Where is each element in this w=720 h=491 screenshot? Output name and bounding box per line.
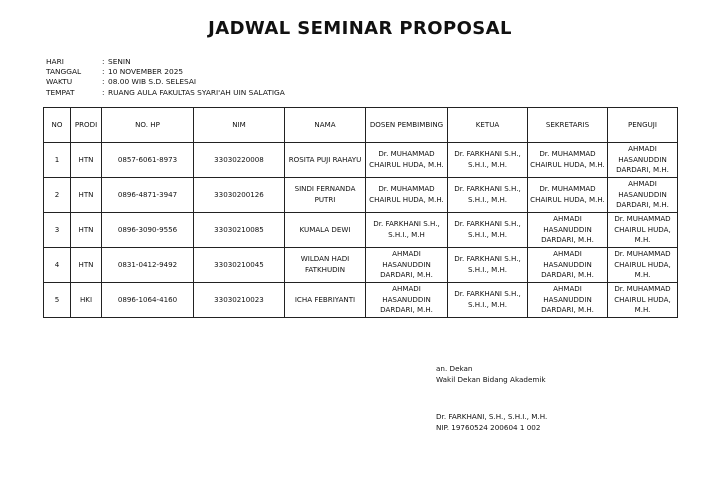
col-header-no: NO bbox=[44, 108, 71, 143]
cell-penguji: Dr. MUHAMMAD CHAIRUL HUDA, M.H. bbox=[608, 213, 678, 248]
cell-no: 4 bbox=[44, 248, 71, 283]
table-row bbox=[44, 143, 678, 178]
signature-block bbox=[436, 364, 546, 385]
info-value: SENIN bbox=[108, 57, 131, 66]
info-colon: : bbox=[102, 87, 105, 97]
cell-prodi: HTN bbox=[71, 143, 102, 178]
cell-nim: 33030210023 bbox=[194, 283, 285, 318]
cell-ketua: Dr. FARKHANI S.H., S.H.I., M.H. bbox=[448, 283, 528, 318]
cell-ketua: Dr. FARKHANI S.H., S.H.I., M.H. bbox=[448, 213, 528, 248]
cell-penguji: Dr. MUHAMMAD CHAIRUL HUDA, M.H. bbox=[608, 248, 678, 283]
cell-nama: KUMALA DEWI bbox=[285, 213, 366, 248]
cell-sekretaris: AHMADI HASANUDDIN DARDARI, M.H. bbox=[528, 248, 608, 283]
cell-sekretaris: AHMADI HASANUDDIN DARDARI, M.H. bbox=[528, 283, 608, 318]
cell-sekretaris: Dr. MUHAMMAD CHAIRUL HUDA, M.H. bbox=[528, 178, 608, 213]
info-row-tanggal bbox=[46, 67, 285, 77]
cell-penguji: Dr. MUHAMMAD CHAIRUL HUDA, M.H. bbox=[608, 283, 678, 318]
cell-sekretaris: AHMADI HASANUDDIN DARDARI, M.H. bbox=[528, 213, 608, 248]
col-header-nim: NIM bbox=[194, 108, 285, 143]
signature-nip: NIP. 19760524 200604 1 002 bbox=[436, 422, 541, 432]
table-row bbox=[44, 178, 678, 213]
info-label: TANGGAL bbox=[46, 67, 82, 77]
cell-nama: ROSITA PUJI RAHAYU bbox=[285, 143, 366, 178]
signature-identity bbox=[436, 412, 547, 433]
info-value: 08.00 WIB S.D. SELESAI bbox=[108, 77, 197, 87]
cell-ketua: Dr. FARKHANI S.H., S.H.I., M.H. bbox=[448, 178, 528, 213]
info-row-hari bbox=[46, 57, 285, 67]
cell-nim: 33030210045 bbox=[194, 248, 285, 283]
cell-penguji: AHMADI HASANUDDIN DARDARI, M.H. bbox=[608, 178, 678, 213]
cell-nama: SINDI FERNANDA PUTRI bbox=[285, 178, 366, 213]
cell-no: 5 bbox=[44, 283, 71, 318]
signature-on-behalf: an. Dekan bbox=[436, 364, 473, 373]
cell-sekretaris: Dr. MUHAMMAD CHAIRUL HUDA, M.H. bbox=[528, 143, 608, 178]
table-row bbox=[44, 213, 678, 248]
cell-phone: 0857-6061-8973 bbox=[102, 143, 194, 178]
cell-penguji: AHMADI HASANUDDIN DARDARI, M.H. bbox=[608, 143, 678, 178]
table-header-row bbox=[44, 108, 678, 143]
cell-no: 2 bbox=[44, 178, 71, 213]
cell-nim: 33030220008 bbox=[194, 143, 285, 178]
cell-no: 1 bbox=[44, 143, 71, 178]
col-header-penguji: PENGUJI bbox=[608, 108, 678, 143]
info-row-tempat bbox=[46, 88, 285, 98]
cell-pembimbing: Dr. FARKHANI S.H., S.H.I., M.H bbox=[366, 213, 448, 248]
cell-pembimbing: Dr. MUHAMMAD CHAIRUL HUDA, M.H. bbox=[366, 143, 448, 178]
table-row bbox=[44, 283, 678, 318]
col-header-prodi: PRODI bbox=[71, 108, 102, 143]
cell-nama: WILDAN HADI FATKHUDIN bbox=[285, 248, 366, 283]
schedule-table bbox=[43, 107, 678, 318]
info-colon: : bbox=[102, 57, 105, 66]
cell-nim: 33030210085 bbox=[194, 213, 285, 248]
cell-pembimbing: AHMADI HASANUDDIN DARDARI, M.H. bbox=[366, 248, 448, 283]
schedule-info bbox=[46, 57, 285, 98]
col-header-phone: NO. HP bbox=[102, 108, 194, 143]
cell-prodi: HTN bbox=[71, 248, 102, 283]
info-label: WAKTU bbox=[46, 77, 73, 87]
cell-phone: 0831-0412-9492 bbox=[102, 248, 194, 283]
info-label: HARI bbox=[46, 57, 64, 66]
info-value: RUANG AULA FAKULTAS SYARI'AH UIN SALATIGA bbox=[108, 87, 285, 97]
table-row bbox=[44, 248, 678, 283]
cell-phone: 0896-4871-3947 bbox=[102, 178, 194, 213]
signature-name: Dr. FARKHANI, S.H., S.H.I., M.H. bbox=[436, 412, 548, 421]
info-value: 10 NOVEMBER 2025 bbox=[108, 67, 184, 77]
cell-pembimbing: Dr. MUHAMMAD CHAIRUL HUDA, M.H. bbox=[366, 178, 448, 213]
col-header-sekretaris: SEKRETARIS bbox=[528, 108, 608, 143]
info-colon: : bbox=[102, 77, 105, 87]
signature-position: Wakil Dekan Bidang Akademik bbox=[436, 374, 546, 384]
cell-ketua: Dr. FARKHANI S.H., S.H.I., M.H. bbox=[448, 248, 528, 283]
page-title: JADWAL SEMINAR PROPOSAL bbox=[208, 18, 512, 39]
info-colon: : bbox=[102, 67, 105, 77]
cell-phone: 0896-3090-9556 bbox=[102, 213, 194, 248]
cell-prodi: HKI bbox=[71, 283, 102, 318]
cell-phone: 0896-1064-4160 bbox=[102, 283, 194, 318]
col-header-pembimbing: DOSEN PEMBIMBING bbox=[366, 108, 448, 143]
col-header-ketua: KETUA bbox=[448, 108, 528, 143]
cell-prodi: HTN bbox=[71, 178, 102, 213]
col-header-nama: NAMA bbox=[285, 108, 366, 143]
cell-nama: ICHA FEBRIYANTI bbox=[285, 283, 366, 318]
cell-pembimbing: AHMADI HASANUDDIN DARDARI, M.H. bbox=[366, 283, 448, 318]
cell-nim: 33030200126 bbox=[194, 178, 285, 213]
cell-no: 3 bbox=[44, 213, 71, 248]
info-label: TEMPAT bbox=[46, 87, 75, 97]
info-row-waktu bbox=[46, 77, 285, 87]
cell-ketua: Dr. FARKHANI S.H., S.H.I., M.H. bbox=[448, 143, 528, 178]
cell-prodi: HTN bbox=[71, 213, 102, 248]
